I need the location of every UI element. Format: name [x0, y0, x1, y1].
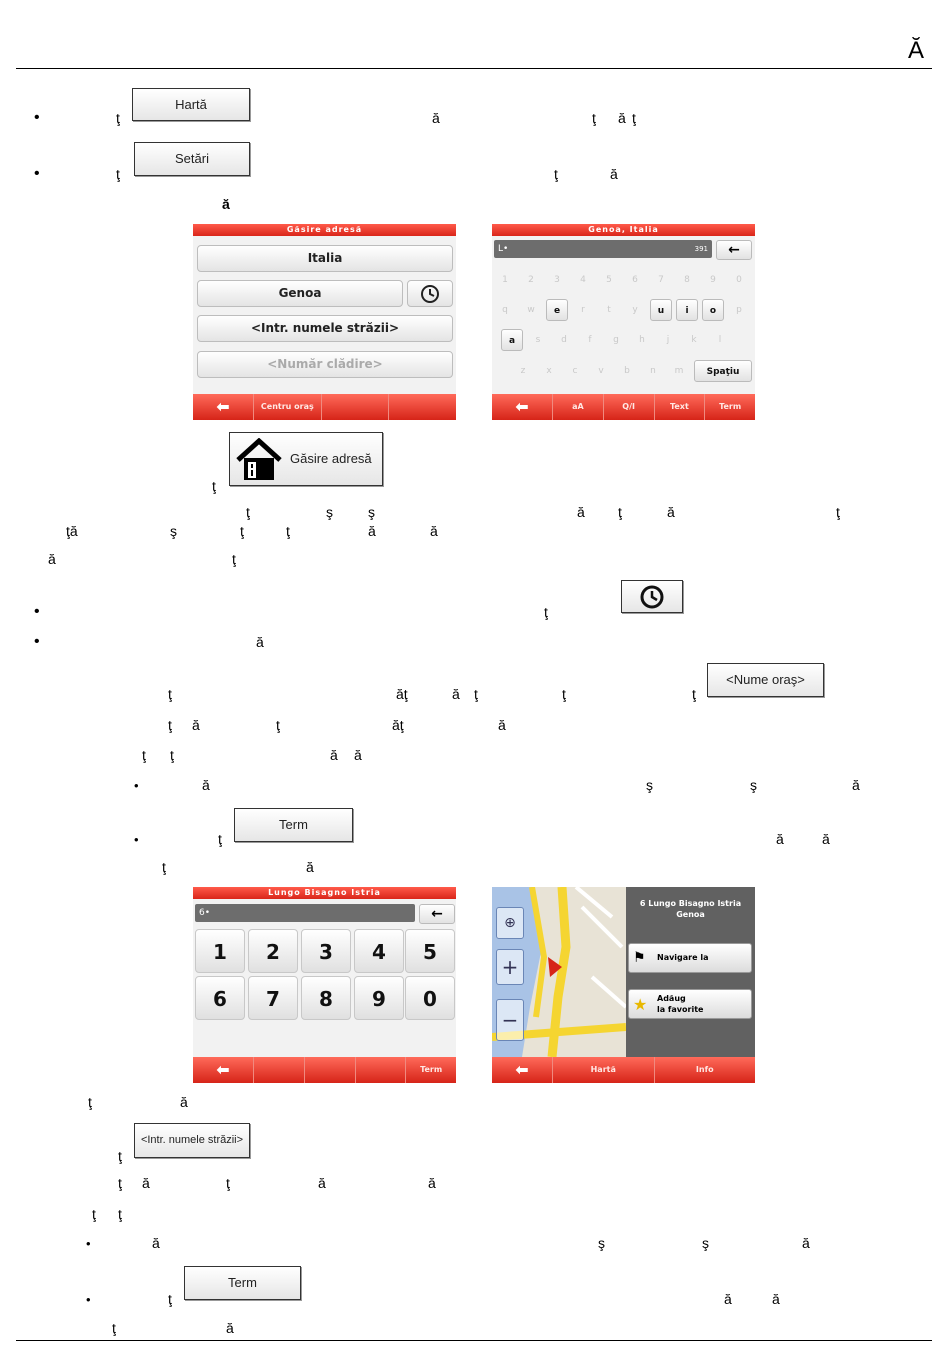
- text-fragment: ţ: [562, 686, 566, 702]
- key[interactable]: 0: [736, 275, 742, 285]
- text-fragment: ă: [822, 831, 830, 847]
- setari-button[interactable]: [134, 142, 250, 176]
- nume-oras-button[interactable]: [707, 663, 824, 697]
- text-fragment: ţ: [286, 523, 290, 539]
- key[interactable]: 3: [554, 275, 560, 285]
- zoom-in-button[interactable]: +: [496, 949, 524, 985]
- key[interactable]: g: [613, 335, 619, 345]
- key[interactable]: r: [581, 305, 585, 315]
- text-fragment: ă: [776, 831, 784, 847]
- text-input-value: L•: [498, 244, 509, 254]
- text-fragment: ă: [618, 110, 626, 126]
- text-fragment: ţ: [168, 717, 172, 733]
- add-favorite-button[interactable]: [628, 989, 752, 1019]
- back-arrow-icon[interactable]: ⬅: [216, 397, 230, 416]
- num-key[interactable]: 9: [354, 976, 404, 1020]
- term-button-2-label: Term: [228, 1275, 257, 1290]
- text-fragment: ă: [222, 196, 230, 212]
- key[interactable]: 1: [502, 275, 508, 285]
- key[interactable]: f: [588, 335, 592, 345]
- header-corner-letter: Ă: [908, 37, 925, 64]
- city-field[interactable]: Genoa: [197, 280, 403, 307]
- screen-footer: [492, 394, 755, 420]
- text-fragment: ă: [318, 1175, 326, 1191]
- key[interactable]: q: [502, 305, 508, 315]
- footer-item[interactable]: Centru oraş: [253, 394, 321, 420]
- text-fragment: ţ: [554, 166, 558, 182]
- key[interactable]: b: [624, 366, 630, 376]
- map-compass-button[interactable]: ⊕: [496, 907, 524, 939]
- navigate-label: Navigare la: [657, 953, 709, 962]
- footer-rule: [16, 1340, 932, 1341]
- bullet: •: [34, 165, 40, 182]
- key[interactable]: p: [736, 305, 742, 315]
- screenshot-numpad: [193, 887, 456, 1083]
- text-fragment: ţă: [66, 523, 78, 539]
- key[interactable]: u: [650, 299, 672, 321]
- text-fragment: ş: [326, 504, 333, 520]
- term-button[interactable]: [234, 808, 353, 842]
- text-fragment: ţ: [170, 747, 174, 763]
- key[interactable]: 4: [580, 275, 586, 285]
- text-fragment: ţ: [276, 717, 280, 733]
- bullet: •: [34, 109, 40, 126]
- num-key[interactable]: 2: [248, 929, 298, 973]
- key[interactable]: j: [666, 335, 670, 345]
- text-fragment: ă: [577, 504, 585, 520]
- footer-item[interactable]: [321, 394, 389, 420]
- text-fragment: ş: [750, 777, 757, 793]
- text-fragment: ă: [498, 717, 506, 733]
- key[interactable]: 8: [684, 275, 690, 285]
- text-fragment: ă: [428, 1175, 436, 1191]
- num-key[interactable]: 0: [405, 976, 455, 1020]
- back-arrow-icon[interactable]: ⬅: [515, 397, 529, 416]
- num-key[interactable]: 7: [248, 976, 298, 1020]
- text-fragment: ţ: [232, 551, 236, 567]
- text-fragment: ţ: [116, 166, 120, 182]
- text-fragment: ă: [432, 110, 440, 126]
- footer-item[interactable]: Info: [654, 1057, 756, 1083]
- checkered-flag-icon: ⚑: [633, 950, 646, 966]
- address-line-2: Genoa: [676, 910, 705, 919]
- text-fragment: ş: [702, 1235, 709, 1251]
- text-fragment: ţ: [246, 504, 250, 520]
- text-fragment: ă: [192, 717, 200, 733]
- key[interactable]: 7: [658, 275, 664, 285]
- term-button-2[interactable]: [184, 1266, 301, 1300]
- text-fragment: ţ: [632, 110, 636, 126]
- text-fragment: ţ: [118, 1175, 122, 1191]
- star-icon: ★: [633, 995, 648, 1014]
- match-count: 391: [694, 245, 708, 253]
- key[interactable]: 5: [606, 275, 612, 285]
- footer-item[interactable]: Term: [704, 394, 755, 420]
- screen-title: Genoa, Italia: [492, 224, 755, 236]
- text-fragment: ţ: [168, 686, 172, 702]
- num-key[interactable]: 6: [195, 976, 245, 1020]
- text-fragment: ţ: [212, 478, 216, 494]
- intr-strazii-label: <Intr. numele străzii>: [140, 1134, 244, 1146]
- text-fragment: ă: [142, 1175, 150, 1191]
- footer-item[interactable]: Hartă: [552, 1057, 654, 1083]
- screen-title: Lungo Bisagno Istria: [193, 887, 456, 899]
- zoom-out-button[interactable]: −: [496, 999, 524, 1041]
- text-fragment: ă: [152, 1235, 160, 1251]
- add-favorite-label-1: Adăug: [657, 994, 686, 1003]
- text-fragment: ţ: [162, 859, 166, 875]
- text-fragment: ţ: [474, 686, 478, 702]
- building-field[interactable]: <Număr clădire>: [197, 351, 453, 378]
- text-fragment: ţ: [92, 1206, 96, 1222]
- key[interactable]: e: [546, 299, 568, 321]
- footer-item[interactable]: [304, 1057, 355, 1083]
- text-fragment: ă: [852, 777, 860, 793]
- text-fragment: ă: [180, 1094, 188, 1110]
- backspace-key[interactable]: ←: [419, 904, 455, 924]
- country-field[interactable]: Italia: [197, 245, 453, 272]
- text-fragment: ţ: [118, 1206, 122, 1222]
- key[interactable]: 2: [528, 275, 534, 285]
- history-clock-button[interactable]: [621, 580, 683, 613]
- key[interactable]: 9: [710, 275, 716, 285]
- info-panel: [626, 887, 755, 1057]
- text-input[interactable]: [494, 240, 712, 258]
- key[interactable]: x: [546, 366, 552, 376]
- key[interactable]: k: [691, 335, 697, 345]
- key[interactable]: h: [639, 335, 645, 345]
- key[interactable]: l: [718, 335, 722, 345]
- key[interactable]: a: [501, 329, 523, 351]
- text-fragment: ă: [724, 1291, 732, 1307]
- text-fragment: ş: [170, 523, 177, 539]
- key[interactable]: s: [535, 335, 541, 345]
- key[interactable]: w: [527, 305, 535, 315]
- screenshot-find-address: [193, 224, 456, 420]
- clock-icon: [420, 284, 440, 304]
- number-input[interactable]: 6•: [195, 904, 415, 922]
- bullet: •: [86, 1292, 91, 1307]
- screenshot-map: [492, 887, 755, 1083]
- bullet: •: [134, 832, 139, 847]
- text-fragment: ţ: [168, 1291, 172, 1307]
- text-fragment: ţ: [618, 504, 622, 520]
- key[interactable]: z: [520, 366, 526, 376]
- key[interactable]: o: [702, 299, 724, 321]
- footer-item[interactable]: [253, 1057, 304, 1083]
- text-fragment: ă: [667, 504, 675, 520]
- add-favorite-label-2: la favorite: [657, 1005, 704, 1014]
- backspace-key[interactable]: ←: [716, 240, 752, 260]
- footer-item[interactable]: [388, 394, 456, 420]
- text-fragment: ă: [48, 551, 56, 567]
- history-button[interactable]: [407, 280, 453, 307]
- text-fragment: ăţ: [392, 717, 404, 733]
- intr-strazii-button[interactable]: [134, 1123, 250, 1158]
- key[interactable]: c: [572, 366, 578, 376]
- text-fragment: ţ: [118, 1148, 122, 1164]
- text-fragment: ş: [598, 1235, 605, 1251]
- text-fragment: ţ: [544, 604, 548, 620]
- gasire-adresa-label: Găsire adresă: [290, 451, 372, 466]
- num-key[interactable]: 3: [301, 929, 351, 973]
- harta-button[interactable]: [132, 88, 250, 121]
- footer-item[interactable]: Text: [654, 394, 705, 420]
- key[interactable]: d: [561, 335, 567, 345]
- term-button-label: Term: [279, 817, 308, 832]
- screen-title: Găsire adresă: [193, 224, 456, 236]
- num-key[interactable]: 1: [195, 929, 245, 973]
- screenshot-keyboard: [492, 224, 755, 420]
- key[interactable]: v: [598, 366, 604, 376]
- text-fragment: ă: [452, 686, 460, 702]
- footer-item[interactable]: Term: [405, 1057, 456, 1083]
- footer-item[interactable]: Q/I: [603, 394, 654, 420]
- text-fragment: ţ: [112, 1320, 116, 1336]
- text-fragment: ţ: [142, 747, 146, 763]
- screen-footer: [492, 1057, 755, 1083]
- num-key[interactable]: 4: [354, 929, 404, 973]
- street-field[interactable]: <Intr. numele străzii>: [197, 315, 453, 342]
- nume-oras-label: <Nume oraş>: [726, 672, 805, 687]
- back-arrow-icon[interactable]: ⬅: [216, 1060, 230, 1079]
- footer-item[interactable]: [355, 1057, 406, 1083]
- text-fragment: ă: [772, 1291, 780, 1307]
- key[interactable]: m: [674, 366, 684, 376]
- text-fragment: ă: [202, 777, 210, 793]
- text-fragment: ţ: [240, 523, 244, 539]
- key[interactable]: y: [632, 305, 638, 315]
- key[interactable]: n: [650, 366, 656, 376]
- text-fragment: ă: [256, 634, 264, 650]
- clock-icon: [639, 584, 665, 610]
- text-fragment: ă: [368, 523, 376, 539]
- address-line-1: 6 Lungo Bisagno Istria: [639, 899, 742, 908]
- setari-button-label: Setări: [175, 151, 209, 166]
- key[interactable]: i: [676, 299, 698, 321]
- screen-footer: [193, 1057, 456, 1083]
- text-fragment: ă: [226, 1320, 234, 1336]
- space-key[interactable]: Spaţiu: [694, 360, 752, 382]
- text-fragment: ă: [354, 747, 362, 763]
- screen-footer: [193, 394, 456, 420]
- bullet: •: [134, 778, 139, 793]
- bullet: •: [86, 1236, 91, 1251]
- navigate-button[interactable]: [628, 943, 752, 973]
- text-fragment: ţ: [692, 686, 696, 702]
- text-fragment: ş: [646, 777, 653, 793]
- text-fragment: ţ: [226, 1175, 230, 1191]
- harta-button-label: Hartă: [175, 97, 207, 112]
- num-key[interactable]: 5: [405, 929, 455, 973]
- text-fragment: ă: [802, 1235, 810, 1251]
- bullet: •: [34, 603, 40, 620]
- num-key[interactable]: 8: [301, 976, 351, 1020]
- house-icon: [234, 438, 284, 482]
- text-fragment: ţ: [218, 831, 222, 847]
- gasire-adresa-button[interactable]: [229, 432, 383, 486]
- footer-item[interactable]: aA: [552, 394, 603, 420]
- header-rule: [16, 68, 932, 69]
- text-fragment: ţ: [88, 1094, 92, 1110]
- text-fragment: ă: [430, 523, 438, 539]
- text-fragment: ţ: [836, 504, 840, 520]
- text-fragment: ş: [368, 504, 375, 520]
- text-fragment: ţ: [592, 110, 596, 126]
- key[interactable]: t: [607, 305, 611, 315]
- text-fragment: ă: [330, 747, 338, 763]
- bullet: •: [34, 633, 40, 650]
- text-fragment: ă: [306, 859, 314, 875]
- text-fragment: ăţ: [396, 686, 408, 702]
- text-fragment: ţ: [116, 110, 120, 126]
- back-arrow-icon[interactable]: ⬅: [515, 1060, 529, 1079]
- text-fragment: ă: [610, 166, 618, 182]
- key[interactable]: 6: [632, 275, 638, 285]
